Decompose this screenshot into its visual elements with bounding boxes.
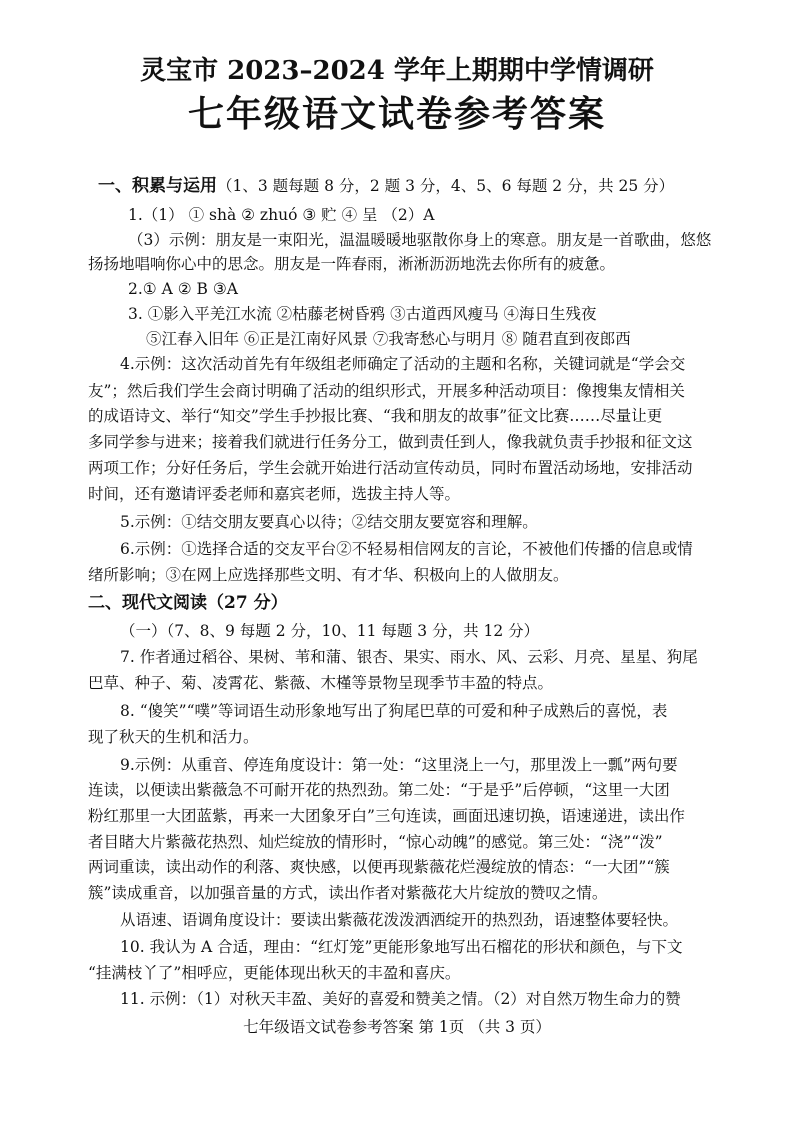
answer-line: 10. 我认为 A 合适，理由：“红灯笼”更能形象地写出石榴花的形状和颜色，与下文: [120, 938, 683, 956]
answer-line: 友”；然后我们学生会商讨明确了活动的组织形式，开展多种活动项目：像搜集友情相关: [88, 382, 685, 400]
answer-line: 现了秋天的生机和活力。: [88, 728, 259, 746]
answer-line: 5.示例：①结交朋友要真心以待；②结交朋友要宽容和理解。: [120, 513, 538, 531]
answer-line: 绪所影响；③在网上应选择那些文明、有才华、积极向上的人做朋友。: [88, 566, 569, 584]
answer-line: 11. 示例：（1）对秋天丰盈、美好的喜爱和赞美之情。（2）对自然万物生命力的赞: [120, 990, 681, 1008]
answer-line: 多同学参与进来；接着我们就进行任务分工，做到责任到人，像我就负责手抄报和征文这: [88, 433, 693, 451]
section1-heading-line: [98, 176, 674, 196]
answer-line: 3. ①影入平羌江水流 ②枯藤老树昏鸦 ③古道西风瘦马 ④海日生残夜: [128, 305, 597, 323]
answer-line: 7. 作者通过稻谷、果树、苇和蒲、银杏、果实、雨水、风、云彩、月亮、星星、狗尾: [120, 648, 698, 666]
answer-line: 时间，还有邀请评委老师和嘉宾老师，选拔主持人等。: [88, 485, 461, 503]
exam-title: 灵宝市 2023–2024 学年上期期中学情调研: [140, 56, 654, 86]
answer-line: 4.示例：这次活动首先有年级组老师确定了活动的主题和名称，关键词就是“学会交: [120, 355, 686, 373]
answer-line: 6.示例：①选择合适的交友平台②不轻易相信网友的言论，不被他们传播的信息或情: [120, 540, 693, 558]
section1-score-note: （1、3 题每题 8 分，2 题 3 分，4、5、6 每题 2 分，共 25 分）: [217, 177, 675, 195]
answer-line: 者目睹大片紫薇花热烈、灿烂绽放的情形时，“惊心动魄”的感觉。第三处：“浇”“泼”: [88, 833, 663, 851]
answer-line: ⑤江春入旧年 ⑥正是江南好风景 ⑦我寄愁心与明月 ⑧ 随君直到夜郎西: [146, 330, 631, 348]
answer-line: 两项工作；分好任务后，学生会就开始进行活动宣传动员，同时布置活动场地，安排活动: [88, 459, 693, 477]
answer-line: 的成语诗文、举行“知交”学生手抄报比赛、“我和朋友的故事”征文比赛……尽量让更: [88, 407, 663, 425]
answer-line: “挂满枝丫了”相呼应，更能体现出秋天的丰盈和喜庆。: [88, 964, 461, 982]
answer-line: 巴草、种子、菊、凌霄花、紫薇、木槿等景物呈现季节丰盈的特点。: [88, 674, 554, 692]
section1-heading: 一、积累与运用: [98, 176, 217, 196]
section2-heading: 二、现代文阅读（27 分）: [88, 593, 288, 613]
answer-line: 8. “傻笑”“噗”等词语生动形象地写出了狗尾巴草的可爱和种子成熟后的喜悦，表: [120, 702, 668, 720]
answer-line: （3）示例：朋友是一束阳光，温温暖暖地驱散你身上的寒意。朋友是一首歌曲，悠悠: [128, 231, 712, 249]
page-footer: 七年级语文试卷参考答案 第 1页 （共 3 页）: [243, 1018, 551, 1036]
answer-line: 9.示例：从重音、停连角度设计：第一处：“这里浇上一勺，那里泼上一瓢”两句要: [120, 756, 678, 774]
answer-line: 连读，以便读出紫薇急不可耐开花的热烈劲。第二处：“于是乎”后停顿，“这里一大团: [88, 781, 670, 799]
answer-line: （一）（7、8、9 每题 2 分，10、11 每题 3 分，共 12 分）: [120, 622, 540, 640]
answer-line: 从语速、语调角度设计：要读出紫薇花泼泼洒洒绽开的热烈劲，语速整体要轻快。: [120, 911, 679, 929]
answer-line: 簇”读成重音，以加强音量的方式，读出作者对紫薇花大片绽放的赞叹之情。: [88, 884, 608, 902]
answer-line: 两词重读，读出动作的利落、爽快感，以便再现紫薇花烂漫绽放的情态：“一大团”“簇: [88, 858, 670, 876]
answer-line: 2.① A ② B ③A: [128, 280, 238, 298]
answer-line: 1.（1） ① shà ② zhuó ③ 贮 ④ 呈 （2）A: [128, 206, 435, 224]
document-title: 七年级语文试卷参考答案: [187, 93, 606, 135]
answer-line: 扬扬地唱响你心中的思念。朋友是一阵春雨，淅淅沥沥地洗去你所有的疲惫。: [88, 255, 616, 273]
answer-line: 粉红那里一大团蓝紫，再来一大团象牙白”三句连读，画面迅速切换，语速递进，读出作: [88, 807, 685, 825]
